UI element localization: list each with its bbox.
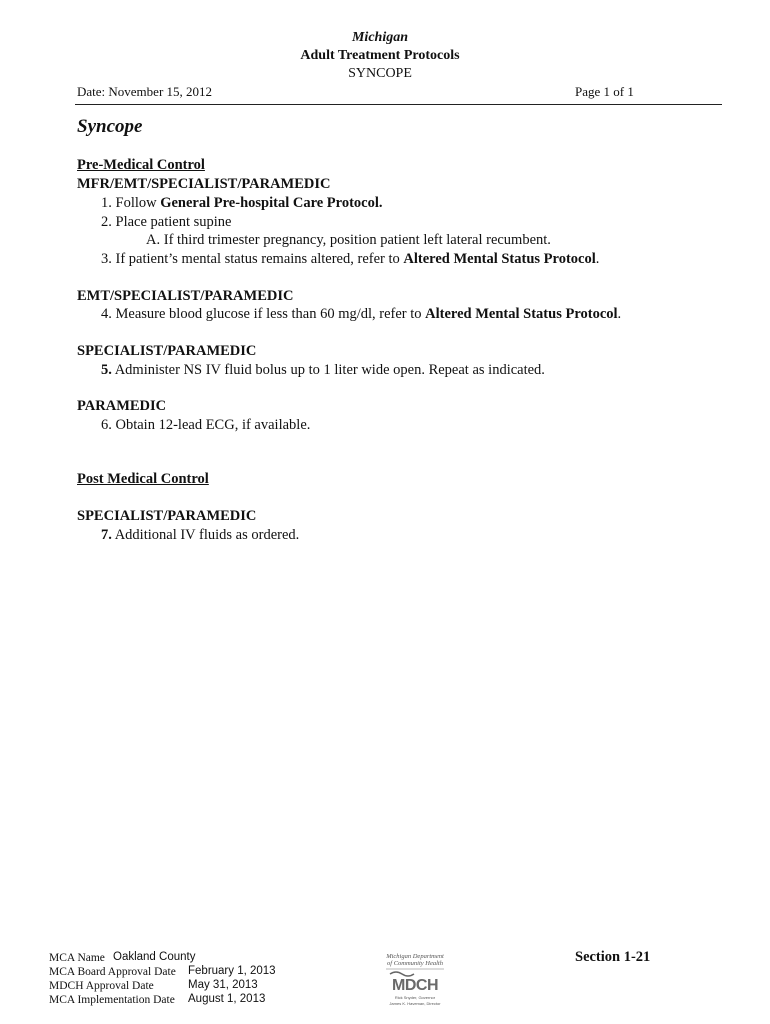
list-item: 3. If patient’s mental status remains altered, refer to Altered Mental Status Protocol. [101, 251, 600, 267]
list-item: 7. Additional IV fluids as ordered. [101, 527, 300, 543]
list-item: 2. Place patient supine [101, 214, 232, 230]
mca-name-label: MCA Name [49, 952, 105, 964]
list-item: 1. Follow General Pre-hospital Care Protocol. [101, 195, 383, 211]
header-state: Michigan [351, 30, 408, 45]
svg-text:Michigan Department: Michigan Department [386, 953, 444, 960]
header-protocol: SYNCOPE [348, 66, 412, 81]
pre-medical-heading: Pre-Medical Control [77, 157, 205, 173]
mdch-approval-label: MDCH Approval Date [49, 980, 154, 992]
post-medical-heading: Post Medical Control [77, 471, 209, 487]
level-heading: SPECIALIST/PARAMEDIC [77, 343, 257, 359]
list-subitem: A. If third trimester pregnancy, position patient left lateral recumbent. [146, 232, 551, 248]
implementation-date: August 1, 2013 [188, 993, 266, 1005]
level-heading: SPECIALIST/PARAMEDIC [77, 508, 257, 524]
svg-text:MDCH: MDCH [392, 977, 438, 994]
header-page: Page 1 of 1 [575, 84, 634, 99]
board-approval-date: February 1, 2013 [188, 965, 276, 977]
mdch-approval-date: May 31, 2013 [188, 979, 258, 991]
list-item: 4. Measure blood glucose if less than 60 mg/dl, refer to Altered Mental Status Protocol. [101, 306, 622, 322]
page-title: Syncope [77, 116, 143, 137]
svg-text:Rick Snyder, Governor: Rick Snyder, Governor [394, 995, 436, 1000]
section-number: Section 1-21 [575, 949, 651, 965]
mdch-logo [380, 950, 450, 1014]
implementation-label: MCA Implementation Date [49, 994, 175, 1006]
board-approval-label: MCA Board Approval Date [49, 966, 176, 978]
header-date: Date: November 15, 2012 [77, 84, 213, 99]
header-divider [75, 104, 722, 105]
list-item: 6. Obtain 12-lead ECG, if available. [101, 417, 311, 433]
svg-text:of Community Health: of Community Health [387, 960, 443, 967]
level-heading: EMT/SPECIALIST/PARAMEDIC [77, 288, 294, 304]
list-item: 5. Administer NS IV fluid bolus up to 1 liter wide open. Repeat as indicated. [101, 362, 545, 378]
svg-text:James K. Haveman, Director: James K. Haveman, Director [389, 1001, 441, 1006]
level-heading: PARAMEDIC [77, 398, 167, 414]
header-doc-title: Adult Treatment Protocols [300, 48, 460, 63]
mca-name-value: Oakland County [113, 951, 196, 963]
level-heading: MFR/EMT/SPECIALIST/PARAMEDIC [77, 176, 331, 192]
